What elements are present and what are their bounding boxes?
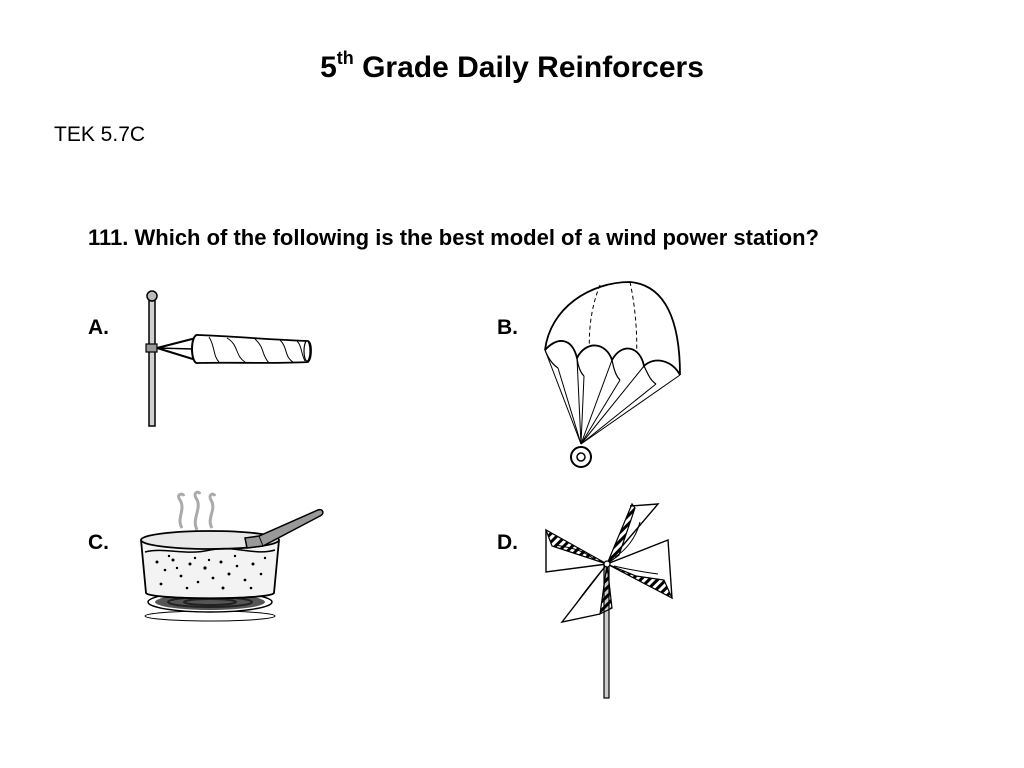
- pinwheel-icon[interactable]: [540, 500, 680, 702]
- tek-label: TEK 5.7C: [54, 123, 146, 146]
- parachute-icon[interactable]: [540, 280, 685, 472]
- boiling-pot-icon[interactable]: [135, 490, 325, 622]
- option-b-label[interactable]: B.: [497, 316, 518, 339]
- option-d-label[interactable]: D.: [497, 531, 518, 554]
- title-superscript: th: [336, 48, 354, 68]
- question-text: 111. Which of the following is the best model of a wind power station?: [88, 225, 819, 250]
- page-title: [0, 50, 1024, 85]
- title-number: 5: [320, 51, 337, 84]
- option-a-label[interactable]: A.: [88, 316, 109, 339]
- option-c-label[interactable]: C.: [88, 531, 109, 554]
- title-rest: Grade Daily Reinforcers: [353, 51, 704, 84]
- windsock-icon[interactable]: [135, 288, 320, 430]
